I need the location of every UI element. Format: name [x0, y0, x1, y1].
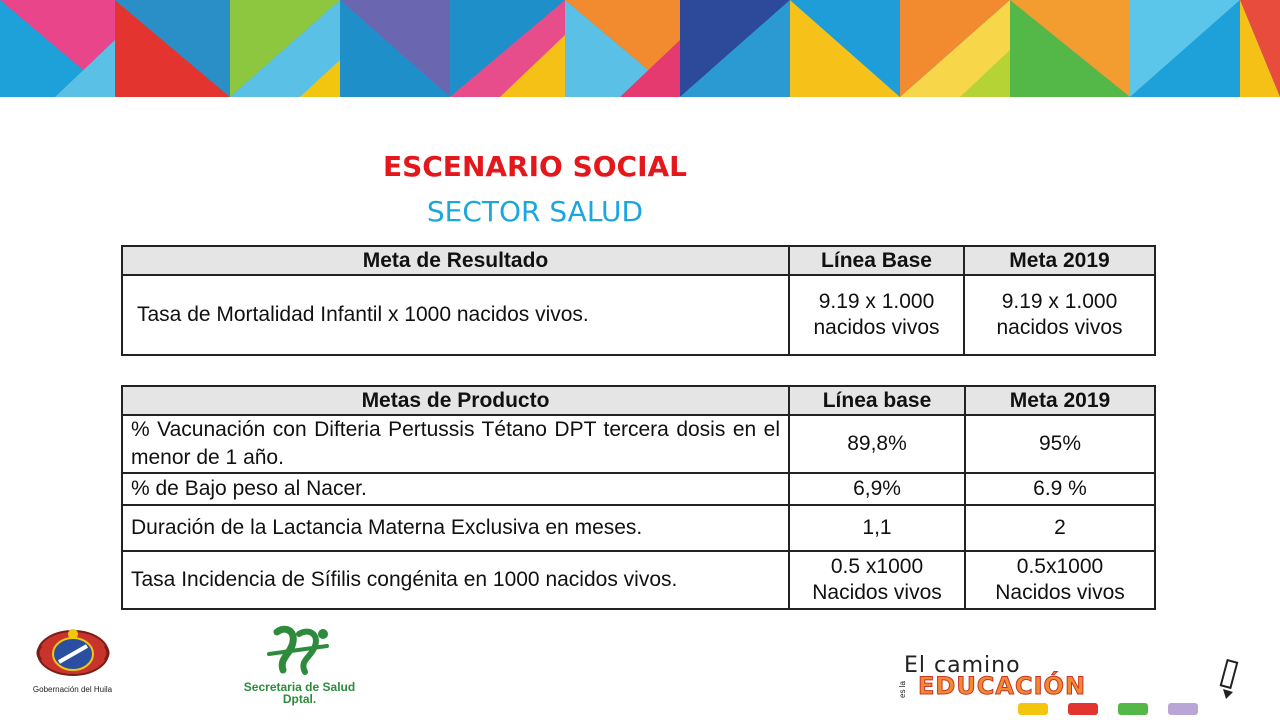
- cell-line: nacidos vivos: [813, 316, 940, 339]
- column-header: Meta 2019: [964, 246, 1155, 275]
- secretaria-logo: [232, 624, 367, 705]
- goal-cell: [965, 415, 1155, 473]
- table-row: [122, 415, 1155, 473]
- product-table: [121, 385, 1156, 610]
- table-row: [122, 473, 1155, 505]
- camino-small-text: es la: [897, 681, 907, 698]
- table-header-row: [122, 386, 1155, 415]
- cell-line: 6,9%: [853, 477, 901, 500]
- baseline-cell: [789, 505, 965, 551]
- cell-line: Nacidos vivos: [995, 581, 1125, 604]
- camino-title: El camino: [904, 653, 1021, 678]
- cell-line: 0.5x1000: [1016, 555, 1104, 578]
- pencil-icon: [1218, 659, 1240, 699]
- cell-line: nacidos vivos: [996, 316, 1123, 339]
- column-header: Meta 2019: [965, 386, 1155, 415]
- row-description: % de Bajo peso al Nacer.: [122, 473, 789, 505]
- slide-subtitle: SECTOR SALUD: [426, 195, 644, 228]
- column-header: Meta de Resultado: [122, 246, 789, 275]
- table-row: [122, 505, 1155, 551]
- decorative-banner: [0, 0, 1280, 97]
- cell-line: Nacidos vivos: [812, 581, 942, 604]
- cell-line: 9.19 x 1.000: [1001, 290, 1118, 313]
- baseline-cell: [789, 551, 965, 609]
- row-description: % Vacunación con Difteria Pertussis Tétano DPT tercera dosis en el menor de 1 año.: [122, 415, 789, 473]
- decorative-icons: [1018, 701, 1198, 717]
- camino-educacion-logo: [898, 655, 1253, 717]
- goal-cell: [965, 551, 1155, 609]
- row-description: Duración de la Lactancia Materna Exclusiva en meses.: [122, 505, 789, 551]
- secretaria-caption-line1: Secretaria de Salud: [243, 680, 356, 694]
- baseline-cell: [789, 275, 964, 355]
- table-header-row: [122, 246, 1155, 275]
- table-row: [122, 551, 1155, 609]
- table-row: [122, 275, 1155, 355]
- cell-line: 0.5 x1000: [830, 555, 924, 578]
- slide-title: ESCENARIO SOCIAL: [382, 150, 688, 183]
- results-table: [121, 245, 1156, 356]
- cell-line: 2: [1054, 516, 1066, 539]
- goal-cell: [965, 473, 1155, 505]
- row-description: Tasa de Mortalidad Infantil x 1000 nacidos vivos.: [122, 275, 789, 355]
- column-header: Línea base: [789, 386, 965, 415]
- health-secretariat-icon: [265, 624, 335, 676]
- baseline-cell: [789, 473, 965, 505]
- goal-cell: [965, 505, 1155, 551]
- gobernacion-logo: [30, 628, 115, 694]
- cell-line: 89,8%: [847, 432, 907, 455]
- coat-of-arms-icon: [35, 628, 111, 678]
- secretaria-caption-line2: Dptal.: [282, 692, 317, 706]
- cell-line: 95%: [1038, 432, 1082, 455]
- educacion-word: EDUCACIÓN: [918, 672, 1087, 700]
- baseline-cell: [789, 415, 965, 473]
- column-header: Línea Base: [789, 246, 964, 275]
- column-header: Metas de Producto: [122, 386, 789, 415]
- cell-line: 6.9 %: [1033, 477, 1087, 500]
- cell-line: 9.19 x 1.000: [818, 290, 935, 313]
- gobernacion-caption: Gobernación del Huila: [32, 685, 113, 694]
- goal-cell: [964, 275, 1155, 355]
- row-description: Tasa Incidencia de Sífilis congénita en 1000 nacidos vivos.: [122, 551, 789, 609]
- cell-line: 1,1: [862, 516, 892, 539]
